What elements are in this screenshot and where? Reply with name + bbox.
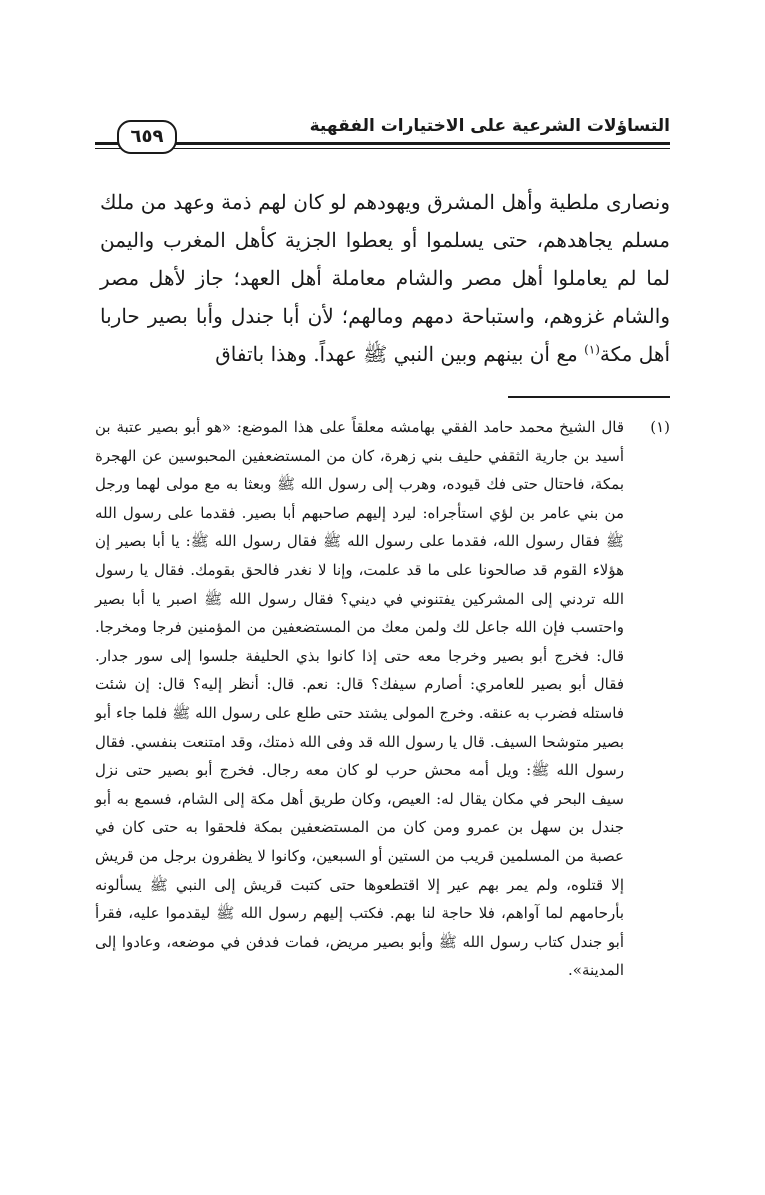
main-text-part-2: مع أن بينهم وبين النبي ﷺ عهداً. وهذا باتفاق [215,342,585,366]
footnote-reference[interactable]: (١) [584,342,600,357]
main-paragraph [100,183,670,373]
running-title: التساؤلات الشرعية على الاختيارات الفقهية [309,116,670,136]
footnote-separator [508,396,670,398]
page-number: ٦٥٩ [117,120,177,154]
footnote-marker: (١) [650,418,670,436]
running-header [95,112,670,156]
footnote [95,413,670,985]
header-rule-thin [95,148,670,149]
footnote-text: قال الشيخ محمد حامد الفقي بهامشه معلقاً على هذا الموضع: «هو أبو بصير عتبة بن أسيد بن جارية الثقفي حليف بني زهرة، كان من المستضعفين المحبوسين عن الهجرة بمكة، فاحتال حتى فك قيوده، وهرب إلى رسول الله ﷺ وبعثا به مع مولى لهما ورجل من بني عامر بن لؤي استأجراه: ليرد إليهم صاحبهم أبا بصير. فقدما على رسول الله ﷺ فقال رسول الله، فقدما على رسول الله ﷺ فقال رسول الله ﷺ: يا أبا بصير إن هؤلاء القوم قد صالحونا على ما قد علمت، وإنا لا نغدر فالحق بقومك. فقال يا رسول الله تردني إلى المشركين يفتنوني في ديني؟ فقال رسول الله ﷺ اصبر يا أبا بصير واحتسب فإن الله جاعل لك ولمن معك من المستضعفين من المؤمنين فرجا ومخرجا. قال: فخرج أبو بصير وخرجا معه حتى إذا كانوا بذي الحليفة جلسوا إلى سور جدار. فقال أبو بصير للعامري: أصارم سيفك؟ قال: نعم. قال: أنظر إليه؟ قال: إن شئت فاستله فضرب به عنقه. وخرج المولى يشتد حتى طلع على رسول الله ﷺ فلما جاء أبو بصير متوشحا السيف. قال يا رسول الله قد وفى الله ذمتك، وقد امتنعت بنفسي. فقال رسول الله ﷺ: ويل أمه محش حرب لو كان معه رجال. فخرج أبو بصير حتى نزل سيف البحر في مكان يقال له: العيص، وكان طريق أهل مكة إلى الشام، فسمع به أبو جندل بن سهل بن عمرو ومن كان من المستضعفين بمكة فلحقوا به حتى كان في عصبة من المسلمين قريب من الستين أو السبعين، وكانوا لا يظفرون برجل من قريش إلا قتلوه، ولم يمر بهم عير إلا اقتطعوها حتى كتبت قريش إلى النبي ﷺ يسألونه بأرحامهم لما آواهم، فلا حاجة لنا بهم. فكتب إليهم رسول الله ﷺ ليقدموا عليه، فقرأ أبو جندل كتاب رسول الله ﷺ وأبو بصير مريض، فمات فدفن في موضعه، وعادوا إلى المدينة». [95,418,624,980]
main-text-part-1: ونصارى ملطية وأهل المشرق ويهودهم لو كان لهم ذمة وعهد من ملك مسلم يجاهدهم، حتى يسلموا أو يعطوا الجزية كأهل المغرب واليمن لما لم يعاملوا أهل مصر والشام معاملة أهل العهد؛ جاز لأهل مصر والشام غزوهم، واستباحة دمهم ومالهم؛ لأن أبا جندل وأبا بصير حاربا أهل مكة [100,190,670,366]
header-rule-thick [95,142,670,145]
